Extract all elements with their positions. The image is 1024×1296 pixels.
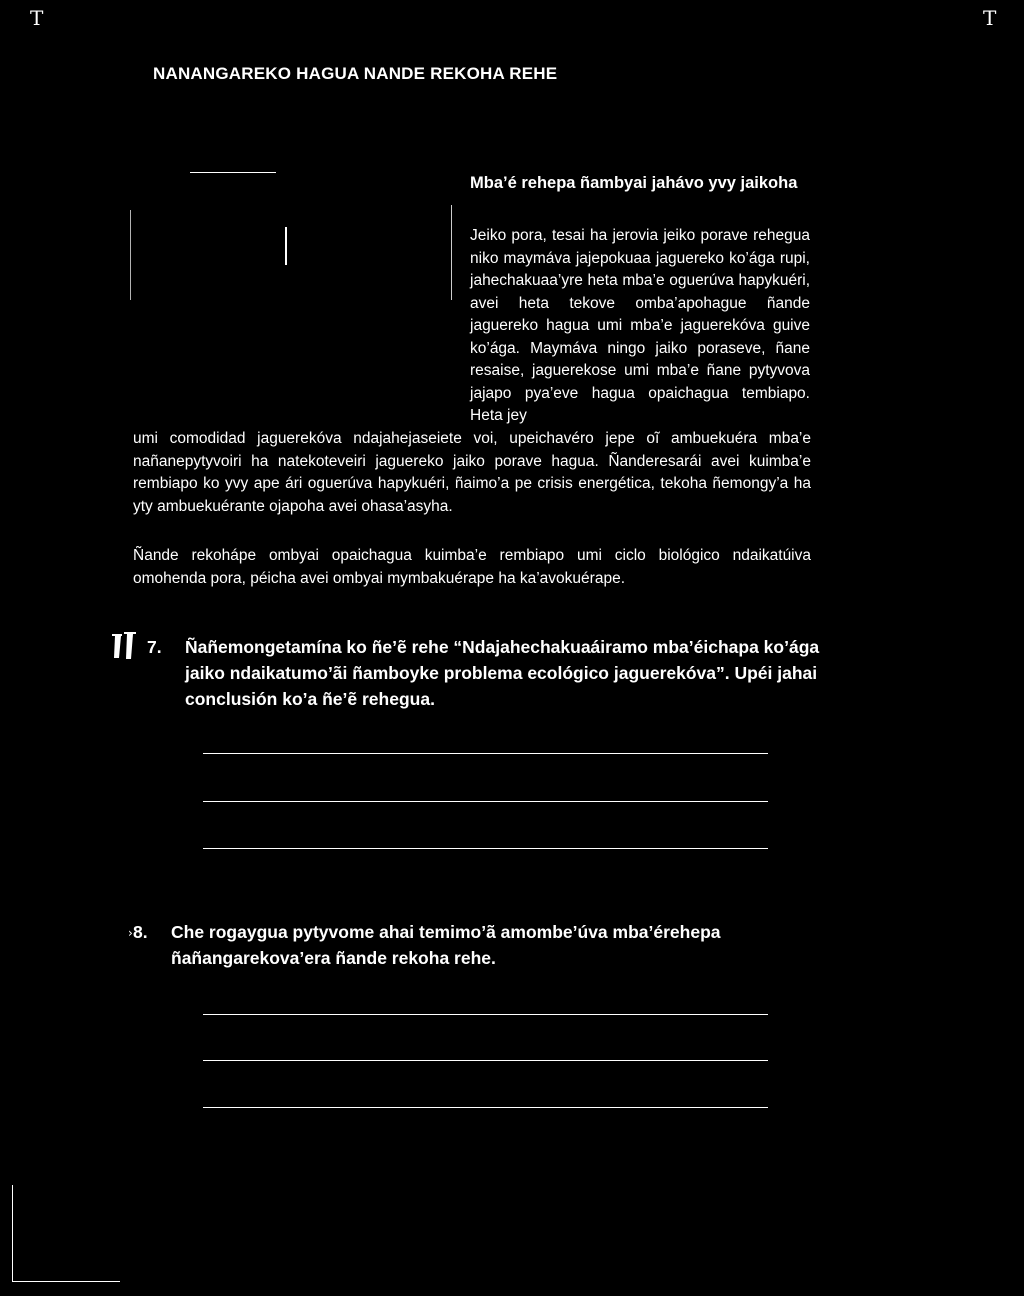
answer-line-7-2[interactable] <box>203 801 768 802</box>
article-subheading: Mba’é rehepa ñambyai jahávo yvy jaikoha <box>470 174 798 192</box>
question-7-text: Ñañemongetamína ko ñe’ẽ rehe “Ndajahechakuaáiramo mba’éichapa ko’ága jaiko ndaikatumo’ãi ñamboyke problema ecológico jaguerekóva”. Upéi jahai conclusión ko’a ñe’ẽ rehegua. <box>185 637 820 709</box>
frame-left-line <box>130 210 131 300</box>
question-8 <box>133 919 823 975</box>
question-8-number: 8. <box>133 922 148 942</box>
question-8-text: Che rogaygua pytyvome ahai temimo’ã amombe’úva mba’érehepa ñañangarekova’era ñande rekoha rehe. <box>171 922 721 968</box>
frame-right-line <box>451 205 452 300</box>
answer-line-8-3[interactable] <box>203 1107 768 1108</box>
article-paragraph-2: Ñande rekohápe ombyai opaichagua kuimba’e rembiapo umi ciclo biológico ndaikatúiva omohenda pora, péicha avei ombyai mymbakuérape ha ka’avokuérape. <box>133 547 811 587</box>
answer-line-8-2[interactable] <box>203 1060 768 1061</box>
frame-inner-line <box>285 227 287 265</box>
question-7 <box>147 634 827 714</box>
question-7-number: 7. <box>147 637 162 657</box>
activity-icon <box>112 632 140 666</box>
section-title: NANANGAREKO HAGUA NANDE REKOHA REHE <box>153 64 558 83</box>
bottom-bracket-vertical <box>12 1185 13 1282</box>
image-frame <box>128 165 458 310</box>
answer-line-7-1[interactable] <box>203 753 768 754</box>
small-mark-icon: › <box>128 926 133 940</box>
corner-mark-right: T <box>983 6 997 30</box>
answer-line-7-3[interactable] <box>203 848 768 849</box>
corner-mark-left: T <box>30 6 44 30</box>
frame-top-line <box>190 172 276 173</box>
bottom-bracket-horizontal <box>12 1281 120 1282</box>
article-paragraph-column: Jeiko pora, tesai ha jerovia jeiko porave rehegua niko maymáva jajepokuaa jaguereko ko’ága rupi, jahechakuaa’yre heta mba’e oguerúva hapykuéri, avei heta tekove omba’apohague ñande jaguereko hagua umi mba’e jaguerekóva guive ko’ága. Maymáva ningo jaiko poraseve, ñane resaise, jaguerekose umi mba’e ñane pytyvova jajapo pya’eve hagua opaichagua tembiapo. Heta jey <box>470 227 810 424</box>
article-paragraph-full: umi comodidad jaguerekóva ndajahejaseiete voi, upeichavéro jepe oĩ ambuekuéra mba’e nañanepytyvoiri ha natekoteveiri jaguereko jaiko porave hagua. Ñanderesarái avei kuimba’e rembiapo ko yvy ape ári oguerúva hapykuéri, ñaimo’a pe crisis energética, tekoha ñemongy’a ha yty ambuekuérante ojapoha avei ohasa’asyha. <box>133 430 811 515</box>
answer-line-8-1[interactable] <box>203 1014 768 1015</box>
